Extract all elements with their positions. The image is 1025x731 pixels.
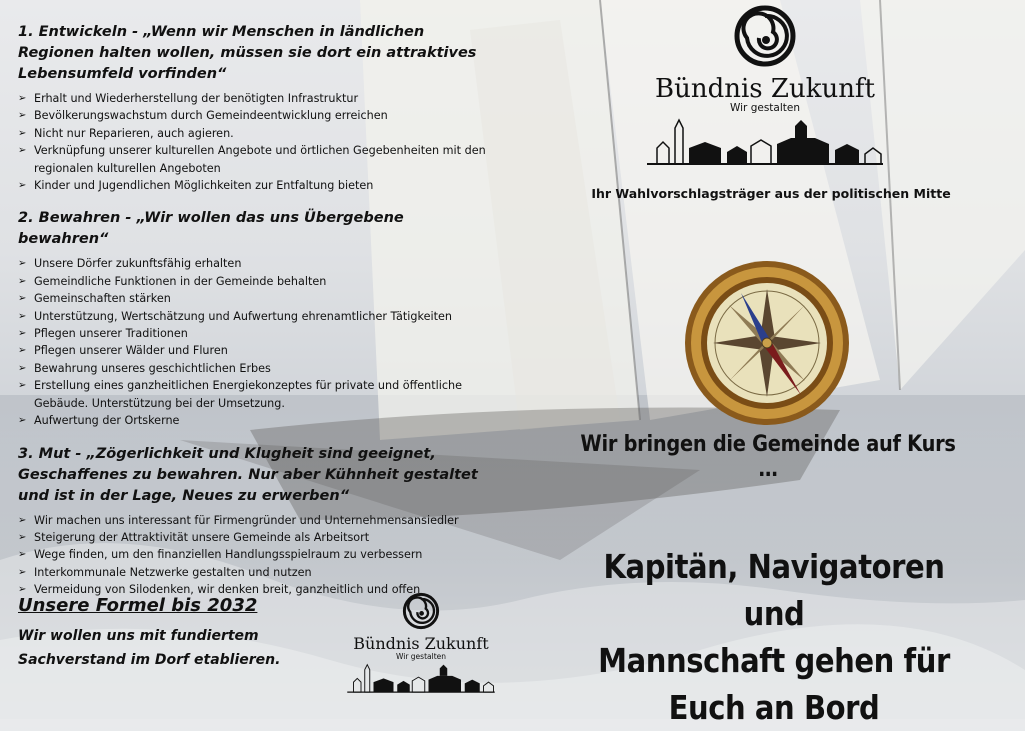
list-item: ➢ Bewahrung unseres geschichtlichen Erbes: [18, 360, 488, 377]
formula-title: Unsere Formel bis 2032: [18, 595, 258, 616]
list-item: ➢ Unterstützung, Wertschätzung und Aufwertung ehrenamtlicher Tätigkeiten: [18, 308, 488, 325]
headline-line: Mannschaft gehen für: [598, 641, 950, 680]
headline-line: Euch an Bord: [668, 688, 880, 727]
list-item: ➢ Steigerung der Attraktivität unsere Gemeinde als Arbeitsort: [18, 529, 488, 546]
list-item: ➢ Kinder und Jugendlichen Möglichkeiten zur Entfaltung bieten: [18, 177, 488, 194]
section-entwickeln: [18, 22, 488, 194]
slogan: Wir bringen die Gemeinde auf Kurs …: [580, 432, 956, 482]
list-item: ➢ Pflegen unserer Wälder und Fluren: [18, 342, 488, 359]
compass-icon: [683, 259, 851, 427]
list-item: ➢ Wir machen uns interessant für Firmengründer und Unternehmensansiedler: [18, 512, 488, 529]
headline-line: Kapitän, Navigatoren und: [603, 547, 945, 633]
bullet-list: [18, 255, 488, 429]
party-logo-bottom: [336, 592, 506, 699]
list-item: ➢ Verknüpfung unserer kulturellen Angebote und örtlichen Gegebenheiten mit den regionalen kulturellen Angeboten: [18, 142, 488, 177]
list-item: ➢ Erstellung eines ganzheitlichen Energiekonzeptes für private und öffentliche Gebäude. Unterstützung bei der Umsetzung.: [18, 377, 488, 412]
tagline: Ihr Wahlvorschlagsträger aus der politischen Mitte: [591, 186, 951, 201]
program-column: [18, 22, 488, 613]
headline: [575, 543, 973, 731]
list-item: ➢ Vermeidung von Silodenken, wir denken breit, ganzheitlich und offen: [18, 581, 488, 598]
logo-name: Bündnis Zukunft: [654, 74, 876, 104]
list-item: ➢ Gemeindliche Funktionen in der Gemeinde behalten: [18, 273, 488, 290]
section-bewahren: [18, 208, 488, 429]
party-logo-top: [620, 4, 910, 172]
list-item: ➢ Bevölkerungswachstum durch Gemeindeentwicklung erreichen: [18, 107, 488, 124]
list-item: ➢ Pflegen unserer Traditionen: [18, 325, 488, 342]
list-item: ➢ Interkommunale Netzwerke gestalten und nutzen: [18, 564, 488, 581]
bullet-list: [18, 512, 488, 599]
logo-subtitle: Wir gestalten: [729, 102, 801, 114]
section-title: 3. Mut - „Zögerlichkeit und Klugheit sind geeignet, Geschaffenes zu bewahren. Nur aber Kühnheit gestaltet und ist in der Lage, Neues zu erwerben“: [18, 445, 478, 504]
list-item: ➢ Aufwertung der Ortskerne: [18, 412, 488, 429]
spiral-logo-icon: [402, 592, 440, 630]
formula-line: Sachverstand im Dorf etablieren.: [18, 652, 281, 668]
village-skyline-icon: [346, 663, 496, 695]
section-title: 1. Entwickeln - „Wenn wir Menschen in ländlichen Regionen halten wollen, müssen sie dort ein attraktives Lebensumfeld vorfinden“: [18, 24, 477, 82]
section-mut: [18, 444, 488, 599]
formula-line: Wir wollen uns mit fundiertem: [18, 628, 259, 644]
section-title: 2. Bewahren - „Wir wollen das uns Übergebene bewahren“: [18, 210, 404, 248]
bullet-list: [18, 90, 488, 194]
list-item: ➢ Erhalt und Wiederherstellung der benötigten Infrastruktur: [18, 90, 488, 107]
village-skyline-icon: [645, 118, 885, 168]
list-item: ➢ Wege finden, um den finanziellen Handlungsspielraum zu verbessern: [18, 546, 488, 563]
logo-name: Bündnis Zukunft: [353, 634, 489, 653]
list-item: ➢ Nicht nur Reparieren, auch agieren.: [18, 125, 488, 142]
formula-block: [18, 595, 280, 672]
spiral-logo-icon: [733, 4, 797, 68]
logo-subtitle: Wir gestalten: [395, 652, 446, 661]
list-item: ➢ Gemeinschaften stärken: [18, 290, 488, 307]
list-item: ➢ Unsere Dörfer zukunftsfähig erhalten: [18, 255, 488, 272]
